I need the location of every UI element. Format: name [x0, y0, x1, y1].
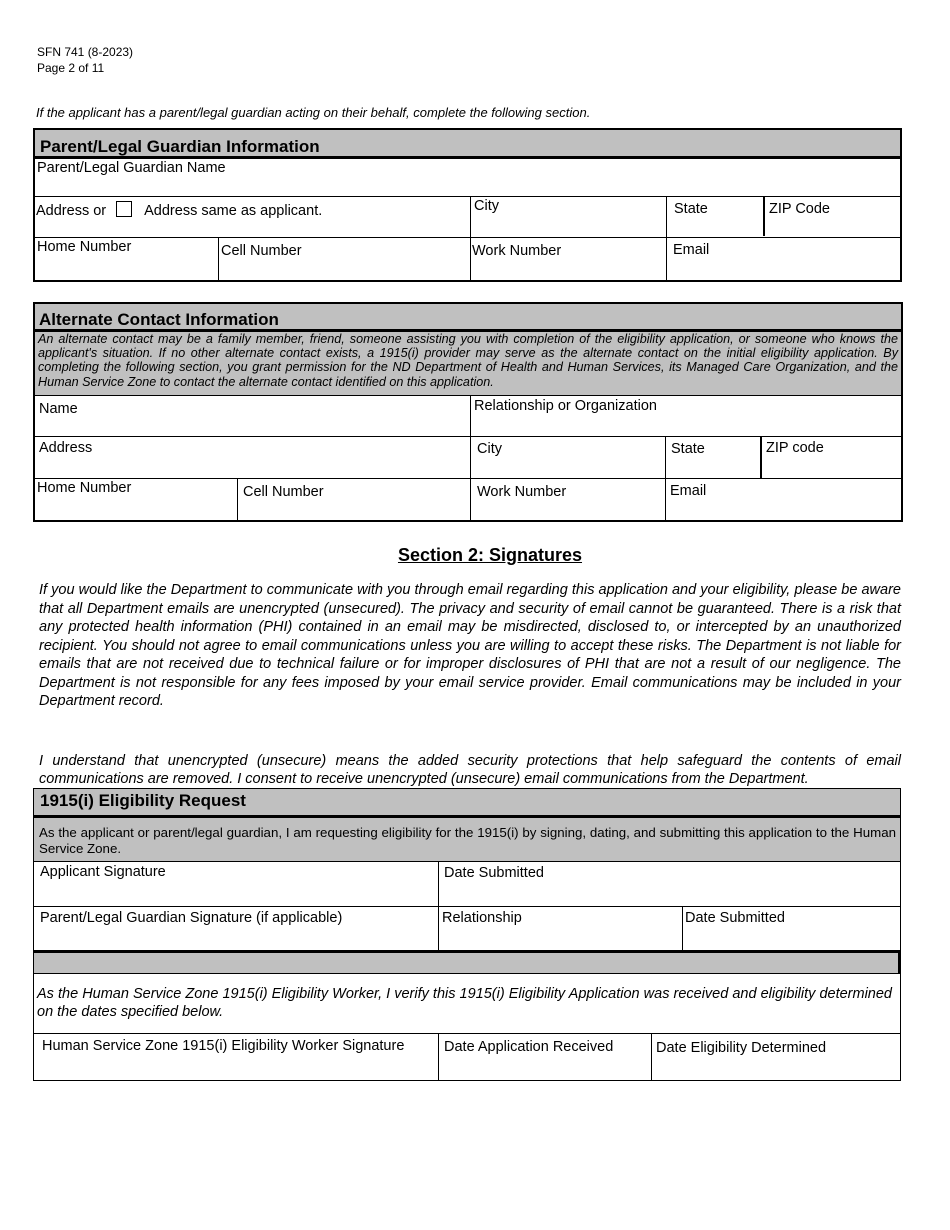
- alternate-description: An alternate contact may be a family member, friend, someone assisting you with completion of the eligibility application, or someone who knows the applicant's situation. If no other alternate contact exists, a 1915(i) provider may serve as the alternate contact on the initial eligibility application. By completing the following section, you grant permission for the ND Department of Health and Human Services, its Managed Care Organization, and the Human Service Zone to contact the alternate contact identified on this application.: [38, 332, 898, 389]
- guardian-cell-field[interactable]: Cell Number: [221, 243, 302, 259]
- alternate-name-field[interactable]: Name: [39, 401, 78, 417]
- address-same-label: Address same as applicant.: [144, 203, 323, 219]
- alternate-email-field[interactable]: Email: [670, 483, 707, 499]
- worker-header-bar: [34, 953, 900, 974]
- request-description: As the applicant or parent/legal guardian, I am requesting eligibility for the 1915(i) by signing, dating, and submitting this application to the Human Service Zone.: [39, 825, 896, 856]
- email-notice: If you would like the Department to communicate with you through email regarding this application and your eligibility, please be aware that all Department emails are unencrypted (unsecured). The privacy and security of email cannot be guaranteed. There is a risk that any protected health information (PHI) contained in an email may be misdirected, disclosed to, or intercepted by an unauthorized recipient. You should not agree to email communications unless you are willing to accept these risks. The Department is not liable for emails that are not received due to technical failure or for improper disclosures of PHI that are not a result of our negligence. The Department is not responsible for any fees imposed by your email service provider. Email communications may be included in your Department record.: [39, 582, 901, 709]
- applicant-signature-field[interactable]: Applicant Signature: [40, 864, 166, 880]
- guardian-date-submitted-field[interactable]: Date Submitted: [685, 910, 785, 926]
- email-consent: I understand that unencrypted (unsecure) means the added security protections that help safeguard the contents of email communications are removed. I consent to receive unencrypted (unsecure) email communications from the Department.: [39, 753, 901, 787]
- date-application-received-field[interactable]: Date Application Received: [444, 1039, 614, 1055]
- form-id: SFN 741 (8-2023): [37, 45, 134, 59]
- guardian-email-field[interactable]: Email: [673, 242, 710, 258]
- guardian-zip-field[interactable]: ZIP Code: [769, 201, 830, 217]
- applicant-date-submitted-field[interactable]: Date Submitted: [444, 865, 544, 881]
- section-2-title: Section 2: Signatures: [397, 545, 583, 565]
- guardian-city-field[interactable]: City: [474, 198, 499, 214]
- alternate-relationship-field[interactable]: Relationship or Organization: [474, 398, 657, 414]
- guardian-title: Parent/Legal Guardian Information: [40, 137, 320, 156]
- alternate-title: Alternate Contact Information: [39, 310, 279, 329]
- alternate-work-field[interactable]: Work Number: [477, 484, 567, 500]
- worker-signature-field[interactable]: Human Service Zone 1915(i) Eligibility Worker Signature: [42, 1038, 405, 1054]
- alternate-home-field[interactable]: Home Number: [37, 480, 132, 496]
- page-number: Page 2 of 11: [37, 61, 105, 75]
- request-title: 1915(i) Eligibility Request: [40, 791, 246, 810]
- date-eligibility-determined-field[interactable]: Date Eligibility Determined: [656, 1040, 827, 1056]
- alternate-state-field[interactable]: State: [671, 441, 705, 457]
- guardian-state-field[interactable]: State: [674, 201, 708, 217]
- worker-verification: As the Human Service Zone 1915(i) Eligibility Worker, I verify this 1915(i) Eligibility Application was received and eligibility determined on the dates specified below.: [37, 986, 892, 1020]
- guardian-work-field[interactable]: Work Number: [472, 243, 562, 259]
- alternate-city-field[interactable]: City: [477, 441, 502, 457]
- guardian-name-field[interactable]: Parent/Legal Guardian Name: [37, 160, 226, 176]
- alternate-cell-field[interactable]: Cell Number: [243, 484, 324, 500]
- guardian-signature-field[interactable]: Parent/Legal Guardian Signature (if applicable): [40, 910, 343, 926]
- intro-text: If the applicant has a parent/legal guardian acting on their behalf, complete the following section.: [36, 105, 591, 120]
- guardian-home-field[interactable]: Home Number: [37, 239, 132, 255]
- alternate-address-field[interactable]: Address: [39, 440, 93, 456]
- guardian-address-label: Address or: [36, 203, 107, 219]
- guardian-relationship-field[interactable]: Relationship: [442, 910, 522, 926]
- alternate-zip-field[interactable]: ZIP code: [766, 440, 824, 456]
- address-same-checkbox[interactable]: [116, 201, 132, 217]
- guardian-address-field[interactable]: [36, 201, 322, 219]
